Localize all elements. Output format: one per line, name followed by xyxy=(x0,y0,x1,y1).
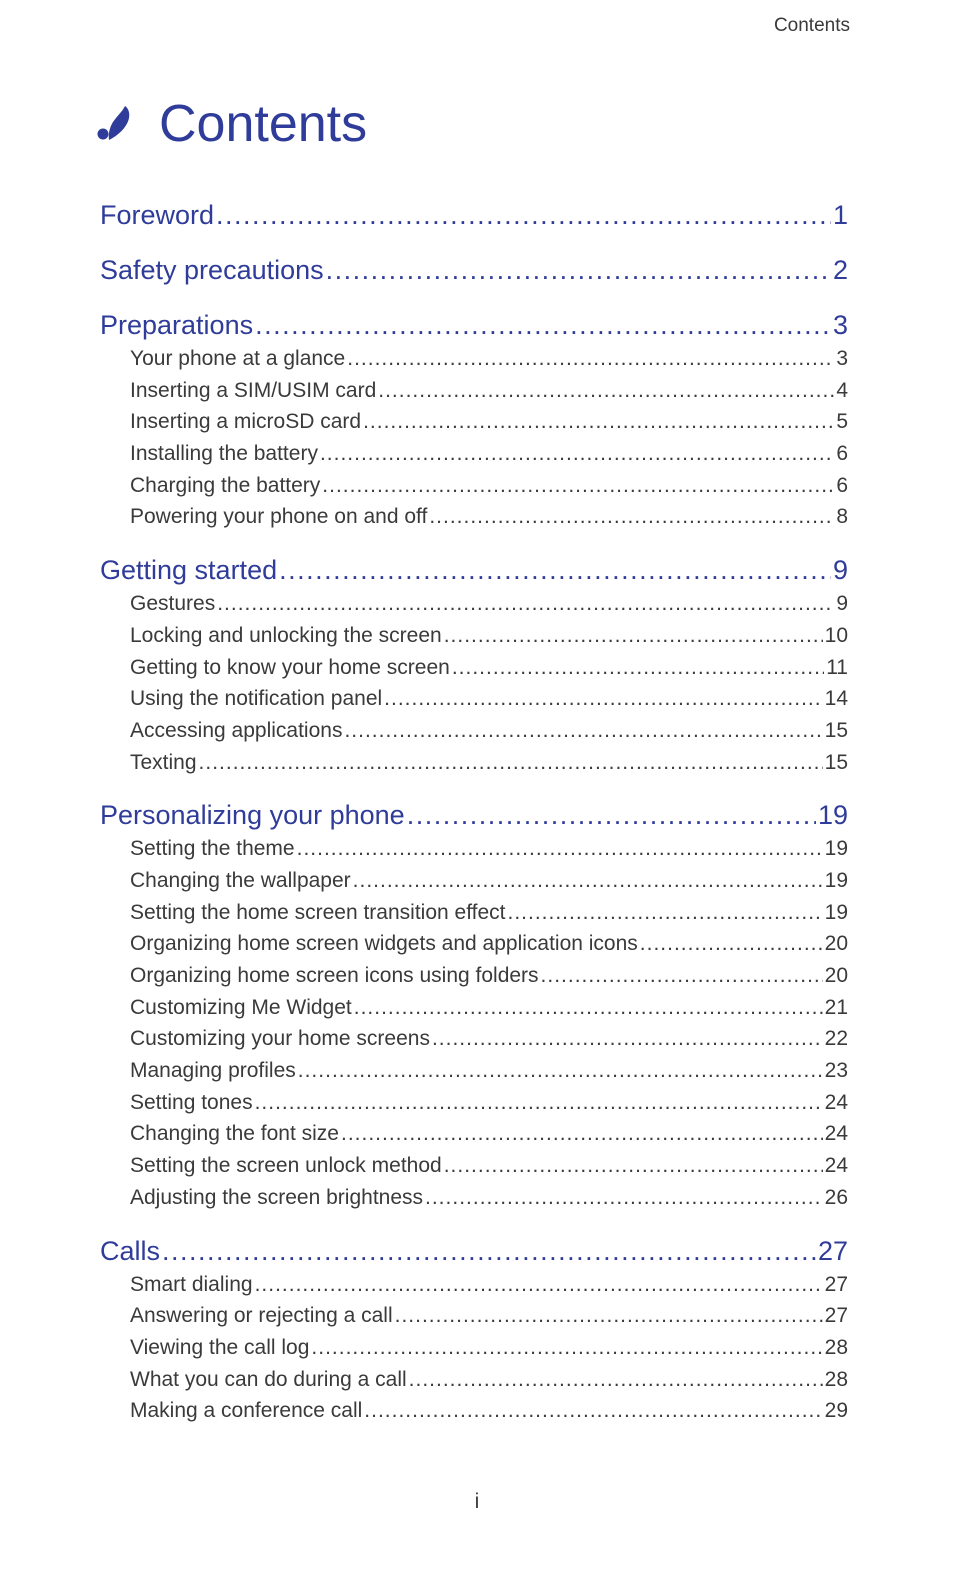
dot-leader xyxy=(255,1269,823,1301)
toc-subsection-entry[interactable] xyxy=(100,343,848,375)
toc-chapter-entry[interactable] xyxy=(100,798,848,833)
toc-entry-page: 8 xyxy=(836,501,848,533)
dot-leader xyxy=(407,798,816,833)
toc-subsection-entry[interactable] xyxy=(100,501,848,533)
dot-leader xyxy=(347,343,834,375)
toc-entry-title: Gestures xyxy=(130,588,215,620)
toc-entry-title: Charging the battery xyxy=(130,470,320,502)
toc-entry-title: Setting the theme xyxy=(130,833,295,865)
toc-entry-page: 21 xyxy=(825,992,848,1024)
dot-leader xyxy=(320,438,834,470)
toc-entry-page: 24 xyxy=(825,1118,848,1150)
dot-leader xyxy=(353,865,823,897)
toc-entry-page: 27 xyxy=(825,1300,848,1332)
dot-leader xyxy=(279,553,831,588)
toc-entry-title: Making a conference call xyxy=(130,1395,362,1427)
toc-entry-title: Preparations xyxy=(100,308,253,343)
toc-subsection-entry[interactable] xyxy=(100,715,848,747)
toc-entry-page: 28 xyxy=(825,1364,848,1396)
toc-subsection-entry[interactable] xyxy=(100,1150,848,1182)
dot-leader xyxy=(444,620,823,652)
dot-leader xyxy=(326,253,831,288)
toc-entry-title: Smart dialing xyxy=(130,1269,253,1301)
page-title: Contents xyxy=(159,95,368,153)
toc-entry-title: Viewing the call log xyxy=(130,1332,309,1364)
page-number: i xyxy=(474,1490,480,1513)
dot-leader xyxy=(199,747,823,779)
toc-subsection-entry[interactable] xyxy=(100,620,848,652)
toc-entry-title: Inserting a SIM/USIM card xyxy=(130,375,376,407)
toc-entry-page: 5 xyxy=(836,406,848,438)
toc-entry-title: Installing the battery xyxy=(130,438,318,470)
toc-entry-title: Setting the screen unlock method xyxy=(130,1150,442,1182)
toc-entry-title: Your phone at a glance xyxy=(130,343,345,375)
toc-section xyxy=(100,253,848,288)
toc-subsection-entry[interactable] xyxy=(100,438,848,470)
dot-leader xyxy=(363,406,834,438)
toc-entry-page: 24 xyxy=(825,1087,848,1119)
toc-entry-title: Changing the font size xyxy=(130,1118,339,1150)
toc-entry-title: What you can do during a call xyxy=(130,1364,407,1396)
toc-subsection-entry[interactable] xyxy=(100,1332,848,1364)
toc-entry-page: 19 xyxy=(818,798,848,833)
dot-leader xyxy=(425,1182,823,1214)
toc-entry-page: 15 xyxy=(825,715,848,747)
toc-entry-page: 3 xyxy=(833,308,848,343)
dot-leader xyxy=(255,1087,823,1119)
toc-entry-title: Locking and unlocking the screen xyxy=(130,620,442,652)
petal-logo-icon xyxy=(95,104,135,144)
toc-entry-title: Customizing Me Widget xyxy=(130,992,352,1024)
toc-section xyxy=(100,198,848,233)
toc-entry-title: Personalizing your phone xyxy=(100,798,405,833)
toc-entry-page: 27 xyxy=(825,1269,848,1301)
toc-section xyxy=(100,553,848,778)
toc-section xyxy=(100,798,848,1213)
toc-entry-title: Texting xyxy=(130,747,197,779)
dot-leader xyxy=(354,992,823,1024)
toc-section xyxy=(100,1234,848,1427)
toc-entry-page: 19 xyxy=(825,897,848,929)
toc-subsection-entry[interactable] xyxy=(100,1087,848,1119)
dot-leader xyxy=(444,1150,823,1182)
toc-entry-title: Inserting a microSD card xyxy=(130,406,361,438)
toc-subsection-entry[interactable] xyxy=(100,1182,848,1214)
toc-entry-title: Accessing applications xyxy=(130,715,342,747)
toc-entry-page: 22 xyxy=(825,1023,848,1055)
toc-subsection-entry[interactable] xyxy=(100,960,848,992)
toc-entry-title: Using the notification panel xyxy=(130,683,382,715)
dot-leader xyxy=(452,652,824,684)
toc-subsection-entry[interactable] xyxy=(100,470,848,502)
toc-entry-title: Answering or rejecting a call xyxy=(130,1300,393,1332)
toc-entry-title: Powering your phone on and off xyxy=(130,501,427,533)
title-row xyxy=(95,95,368,153)
toc-entry-page: 24 xyxy=(825,1150,848,1182)
toc-entry-title: Changing the wallpaper xyxy=(130,865,351,897)
toc-entry-title: Getting started xyxy=(100,553,277,588)
toc-entry-page: 29 xyxy=(825,1395,848,1427)
toc-entry-page: 14 xyxy=(825,683,848,715)
toc-entry-title: Organizing home screen icons using folders xyxy=(130,960,539,992)
toc-subsection-entry[interactable] xyxy=(100,406,848,438)
toc-entry-title: Setting tones xyxy=(130,1087,253,1119)
toc-subsection-entry[interactable] xyxy=(100,588,848,620)
dot-leader xyxy=(541,960,823,992)
toc-entry-page: 6 xyxy=(836,438,848,470)
toc-subsection-entry[interactable] xyxy=(100,1364,848,1396)
toc-section xyxy=(100,308,848,533)
dot-leader xyxy=(384,683,822,715)
dot-leader xyxy=(297,833,823,865)
dot-leader xyxy=(508,897,823,929)
toc-subsection-entry[interactable] xyxy=(100,1395,848,1427)
toc-entry-page: 19 xyxy=(825,833,848,865)
toc-subsection-entry[interactable] xyxy=(100,375,848,407)
dot-leader xyxy=(162,1234,816,1269)
toc-chapter-entry[interactable] xyxy=(100,198,848,233)
toc-entry-title: Foreword xyxy=(100,198,214,233)
toc-subsection-entry[interactable] xyxy=(100,747,848,779)
dot-leader xyxy=(216,198,831,233)
dot-leader xyxy=(311,1332,822,1364)
toc-entry-title: Getting to know your home screen xyxy=(130,652,450,684)
toc-entry-page: 9 xyxy=(833,553,848,588)
toc-subsection-entry[interactable] xyxy=(100,683,848,715)
dot-leader xyxy=(640,928,823,960)
dot-leader xyxy=(429,501,834,533)
dot-leader xyxy=(322,470,834,502)
toc-entry-title: Organizing home screen widgets and application icons xyxy=(130,928,638,960)
toc-subsection-entry[interactable] xyxy=(100,865,848,897)
toc-entry-title: Calls xyxy=(100,1234,160,1269)
dot-leader xyxy=(432,1023,823,1055)
toc-entry-title: Safety precautions xyxy=(100,253,324,288)
toc-subsection-entry[interactable] xyxy=(100,1269,848,1301)
toc-entry-page: 1 xyxy=(833,198,848,233)
toc-entry-page: 20 xyxy=(825,928,848,960)
toc-entry-page: 27 xyxy=(818,1234,848,1269)
toc-subsection-entry[interactable] xyxy=(100,1023,848,1055)
toc-subsection-entry[interactable] xyxy=(100,1118,848,1150)
toc-subsection-entry[interactable] xyxy=(100,928,848,960)
toc-entry-page: 9 xyxy=(836,588,848,620)
dot-leader xyxy=(341,1118,823,1150)
toc-entry-page: 26 xyxy=(825,1182,848,1214)
running-header: Contents xyxy=(773,15,850,36)
toc-entry-page: 28 xyxy=(825,1332,848,1364)
toc-chapter-entry[interactable] xyxy=(100,553,848,588)
toc-entry-page: 4 xyxy=(836,375,848,407)
dot-leader xyxy=(298,1055,823,1087)
dot-leader xyxy=(395,1300,823,1332)
dot-leader xyxy=(409,1364,823,1396)
toc-chapter-entry[interactable] xyxy=(100,253,848,288)
table-of-contents xyxy=(100,198,848,1447)
toc-entry-page: 23 xyxy=(825,1055,848,1087)
dot-leader xyxy=(255,308,831,343)
toc-entry-page: 11 xyxy=(826,652,848,684)
toc-entry-title: Adjusting the screen brightness xyxy=(130,1182,423,1214)
toc-chapter-entry[interactable] xyxy=(100,1234,848,1269)
dot-leader xyxy=(364,1395,822,1427)
toc-subsection-entry[interactable] xyxy=(100,897,848,929)
toc-chapter-entry[interactable] xyxy=(100,308,848,343)
toc-entry-title: Setting the home screen transition effect xyxy=(130,897,506,929)
toc-entry-page: 15 xyxy=(825,747,848,779)
toc-entry-page: 3 xyxy=(836,343,848,375)
toc-entry-title: Customizing your home screens xyxy=(130,1023,430,1055)
toc-entry-page: 19 xyxy=(825,865,848,897)
toc-entry-page: 20 xyxy=(825,960,848,992)
toc-entry-page: 6 xyxy=(836,470,848,502)
toc-subsection-entry[interactable] xyxy=(100,833,848,865)
toc-entry-page: 2 xyxy=(833,253,848,288)
dot-leader xyxy=(378,375,834,407)
dot-leader xyxy=(217,588,834,620)
dot-leader xyxy=(344,715,822,747)
toc-subsection-entry[interactable] xyxy=(100,1300,848,1332)
toc-subsection-entry[interactable] xyxy=(100,652,848,684)
toc-subsection-entry[interactable] xyxy=(100,1055,848,1087)
toc-entry-title: Managing profiles xyxy=(130,1055,296,1087)
toc-entry-page: 10 xyxy=(825,620,848,652)
toc-subsection-entry[interactable] xyxy=(100,992,848,1024)
